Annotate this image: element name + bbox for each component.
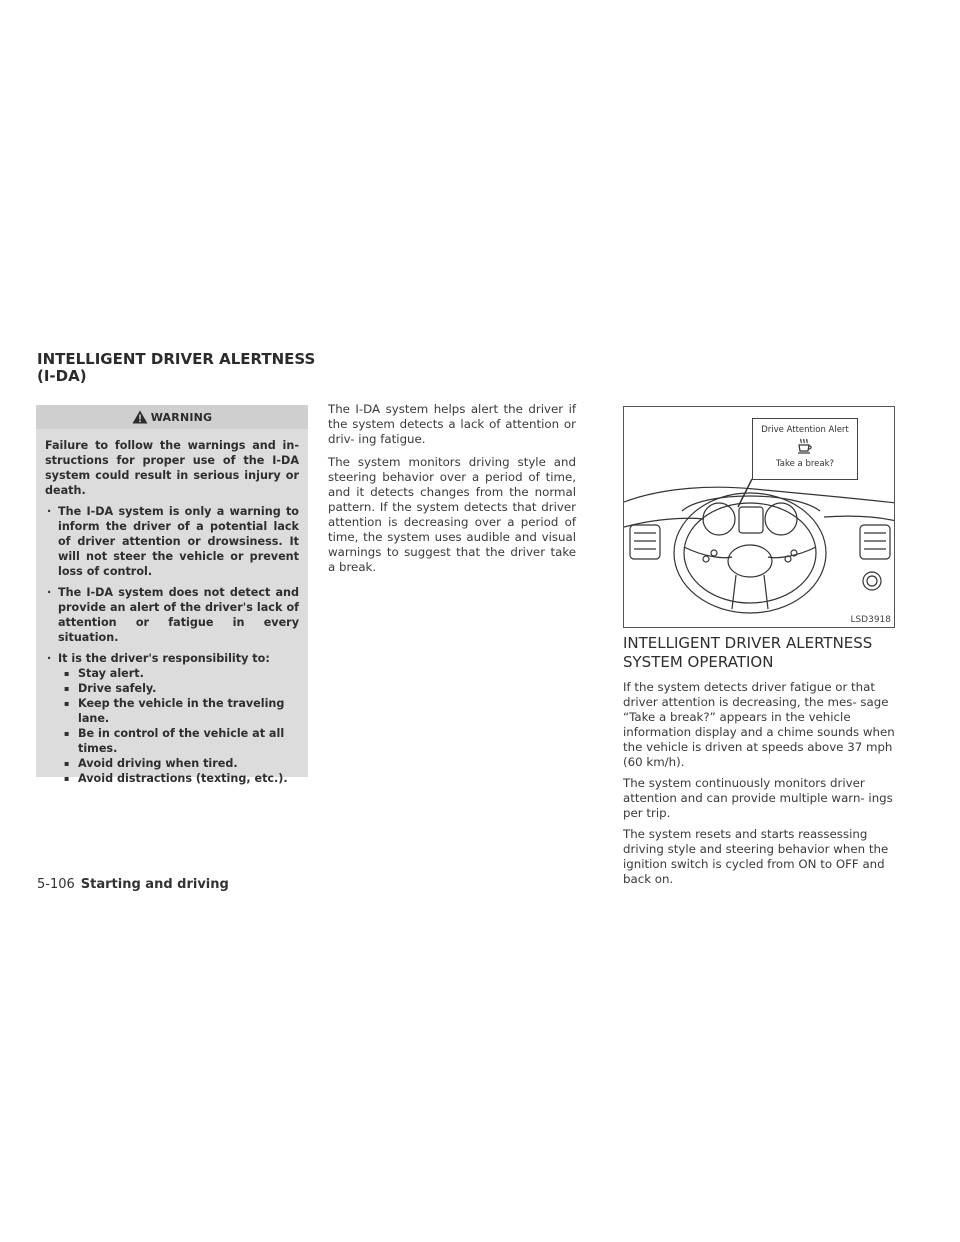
alert-title: Drive Attention Alert xyxy=(761,425,849,435)
operation-column xyxy=(623,634,895,893)
intro-paragraph: The I-DA system helps alert the driver if the system detects a lack of attention or driv- ing fatigue. xyxy=(328,402,576,446)
warning-box xyxy=(36,405,308,785)
drive-attention-alert-display xyxy=(752,418,858,480)
responsibility-item: ▪ Keep the vehicle in the traveling lane. xyxy=(58,696,299,726)
responsibility-item: ▪ Stay alert. xyxy=(58,666,299,681)
warning-intro: Failure to follow the warnings and in- structions for proper use of the I-DA system could result in serious injury or death. xyxy=(45,439,299,497)
warning-item-text: It is the driver's responsibility to: xyxy=(58,652,270,665)
warning-item: · The I-DA system does not detect and provide an alert of the driver's lack of attention or fatigue in every situation. xyxy=(45,585,299,645)
dashboard-illustration xyxy=(623,406,895,628)
chapter-title: Starting and driving xyxy=(80,877,229,892)
responsibility-item: ▪ Avoid distractions (texting, etc.). xyxy=(58,771,299,786)
operation-paragraph: The system resets and starts reassessing driving style and steering behavior when the ignition switch is cycled from ON to OFF and back on. xyxy=(623,827,889,886)
warning-body xyxy=(36,429,308,786)
warning-title: WARNING xyxy=(150,410,213,424)
operation-title-line2: SYSTEM OPERATION xyxy=(623,653,774,671)
responsibility-list xyxy=(58,666,299,786)
warning-triangle-icon xyxy=(132,410,148,424)
responsibility-item: ▪ Drive safely. xyxy=(58,681,299,696)
intro-paragraph: The system monitors driving style and steering behavior over a period of time, and it detects changes from the normal pattern. If the system detects that driver attention is decreasing over a period of time, the system uses audible and visual warnings to suggest that the driver take a break. xyxy=(328,455,576,574)
operation-paragraph: If the system detects driver fatigue or that driver attention is decreasing, the mes- sage “Take a break?” appears in the vehicle information display and a chime sounds when the vehicle is driven at speeds above 37 mph (60 km/h). xyxy=(623,680,895,769)
warning-list xyxy=(45,504,299,786)
responsibility-item: ▪ Avoid driving when tired. xyxy=(58,756,299,771)
coffee-cup-icon xyxy=(796,438,814,454)
intro-column xyxy=(328,402,576,583)
page-number: 5-106 xyxy=(37,877,75,892)
warning-header xyxy=(36,405,308,429)
warning-item-responsibility xyxy=(45,651,299,786)
figure-code: LSD3918 xyxy=(850,615,891,625)
operation-title-line1: INTELLIGENT DRIVER ALERTNESS xyxy=(623,634,873,652)
page-footer xyxy=(37,877,229,892)
alert-message: Take a break? xyxy=(775,459,835,469)
section-title-line2: (I-DA) xyxy=(37,367,87,385)
warning-item: · The I-DA system is only a warning to inform the driver of a potential lack of driver attention or drowsiness. It will not steer the vehicle or prevent loss of control. xyxy=(45,504,299,579)
operation-title xyxy=(623,634,895,672)
responsibility-item: ▪ Be in control of the vehicle at all times. xyxy=(58,726,299,756)
section-title-line1: INTELLIGENT DRIVER ALERTNESS xyxy=(37,350,316,368)
section-title xyxy=(37,351,337,385)
operation-paragraph: The system continuously monitors driver attention and can provide multiple warn- ings per trip. xyxy=(623,776,893,820)
